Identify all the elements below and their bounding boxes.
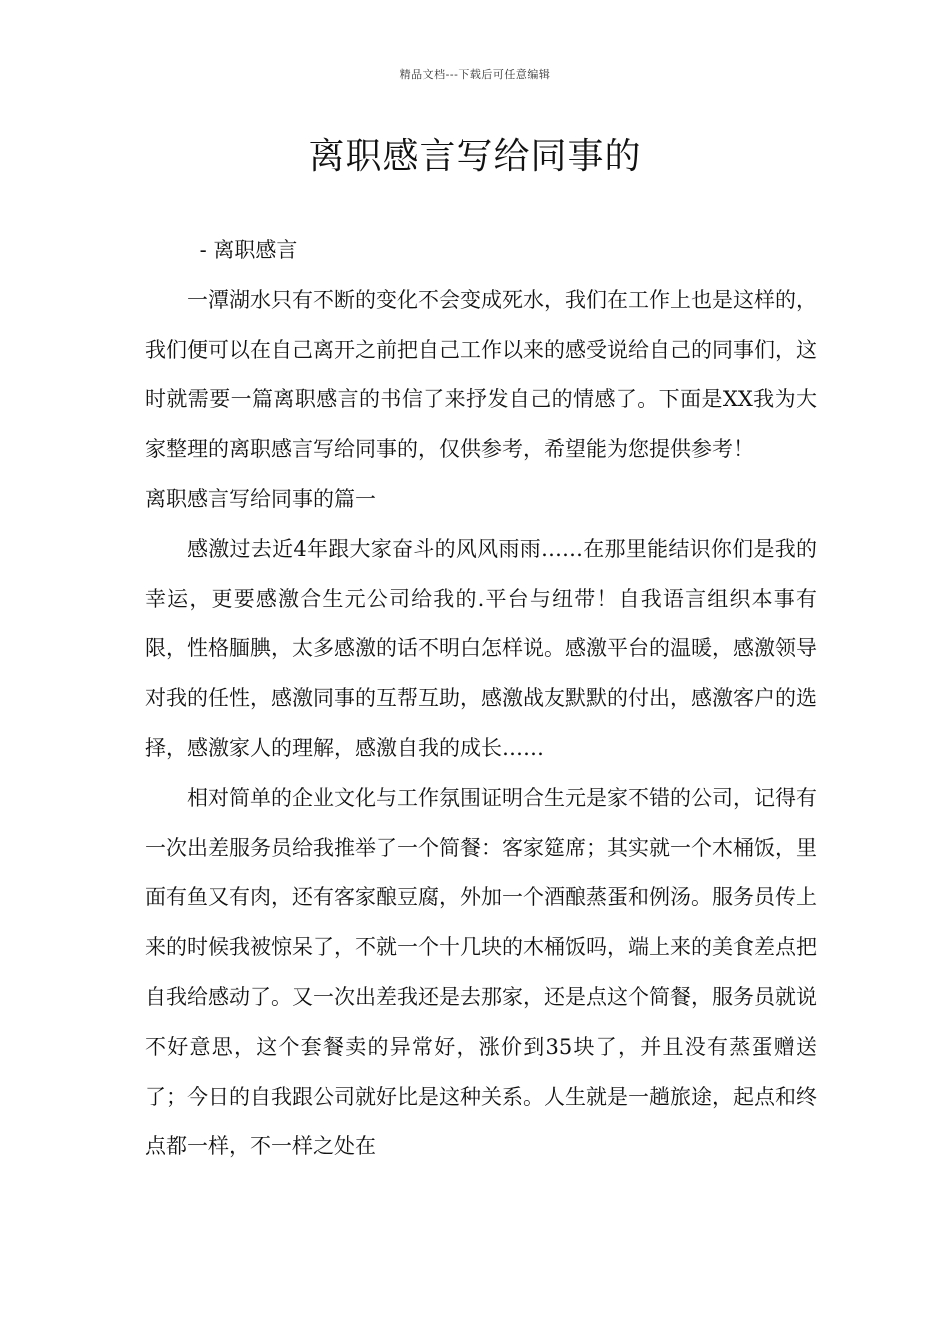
header-note: 精品文档---下载后可任意编辑 <box>399 68 551 81</box>
page-title: 离职感言写给同事的 <box>308 136 642 177</box>
section-heading: 离职感言写给同事的篇一 <box>145 486 376 511</box>
paragraph-gratitude: 感激过去近4年跟大家奋斗的风风雨雨……在那里能结识你们是我的幸运，更要感激合生元公司给我的.平台与纽带！自我语言组织本事有限，性格腼腆，太多感激的话不明白怎样说。感激平台的温暖，感激领导对我的任性，感激同事的互帮互助，感激战友默默的付出，感激客户的选择，感激家人的理解，感激自我的成长…… <box>145 536 817 760</box>
paragraph-culture: 相对简单的企业文化与工作氛围证明合生元是家不错的公司，记得有一次出差服务员给我推举了一个简餐：客家筵席；其实就一个木桶饭，里面有鱼又有肉，还有客家酿豆腐，外加一个酒酿蒸蛋和例汤。服务员传上来的时候我被惊呆了，不就一个十几块的木桶饭吗，端上来的美食差点把自我给感动了。又一次出差我还是去那家，还是点这个简餐，服务员就说不好意思，这个套餐卖的异常好，涨价到35块了，并且没有蒸蛋赠送了；今日的自我跟公司就好比是这种关系。人生就是一趟旅途，起点和终点都一样，不一样之处在 <box>145 785 817 1159</box>
paragraph-intro: 一潭湖水只有不断的变化不会变成死水，我们在工作上也是这样的，我们便可以在自己离开之前把自己工作以来的感受说给自己的同事们，这时就需要一篇离职感言的书信了来抒发自己的情感了。下面是XX我为大家整理的离职感言写给同事的，仅供参考，希望能为您提供参考！ <box>145 287 817 462</box>
document-body <box>145 226 817 1172</box>
section-label: - 离职感言 <box>199 238 298 262</box>
